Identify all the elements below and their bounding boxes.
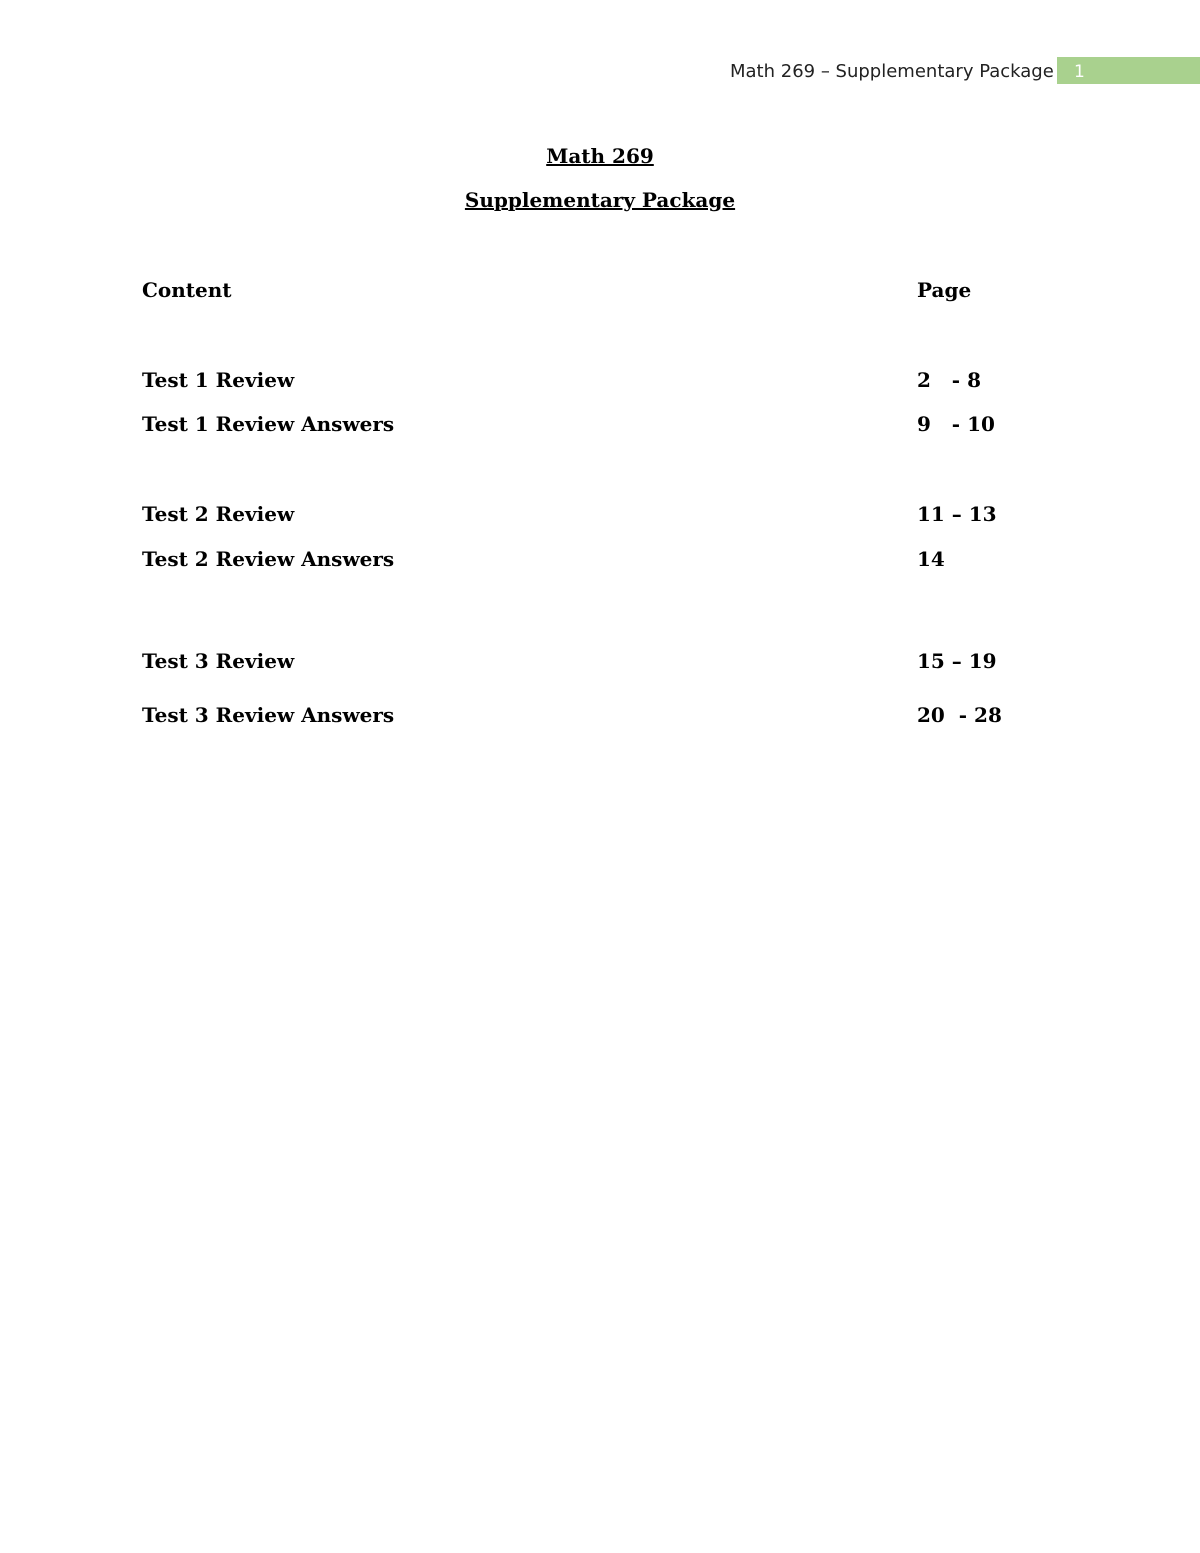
toc-entry-pages: 15 – 19 — [917, 649, 997, 673]
toc-page-header: Page — [917, 278, 972, 302]
toc-entry-content: Test 1 Review Answers — [142, 412, 395, 436]
running-header: Math 269 – Supplementary Package — [730, 61, 1054, 82]
toc-entry-content: Test 2 Review Answers — [142, 547, 395, 571]
toc-entry-content: Test 3 Review — [142, 649, 295, 673]
document-title: Math 269 — [546, 144, 654, 168]
toc-entry-content: Test 1 Review — [142, 368, 295, 392]
toc-entry-pages: 20 - 28 — [917, 703, 1002, 727]
toc-content-header: Content — [142, 278, 232, 302]
page-number: 1 — [1074, 62, 1085, 82]
toc-entry-pages: 2 - 8 — [917, 368, 981, 392]
toc-entry-pages: 11 – 13 — [917, 502, 997, 526]
toc-entry-content: Test 2 Review — [142, 502, 295, 526]
toc-entry-pages: 9 - 10 — [917, 412, 995, 436]
toc-entry-pages: 14 — [917, 547, 945, 571]
document-subtitle: Supplementary Package — [464, 188, 736, 212]
toc-entry-content: Test 3 Review Answers — [142, 703, 395, 727]
